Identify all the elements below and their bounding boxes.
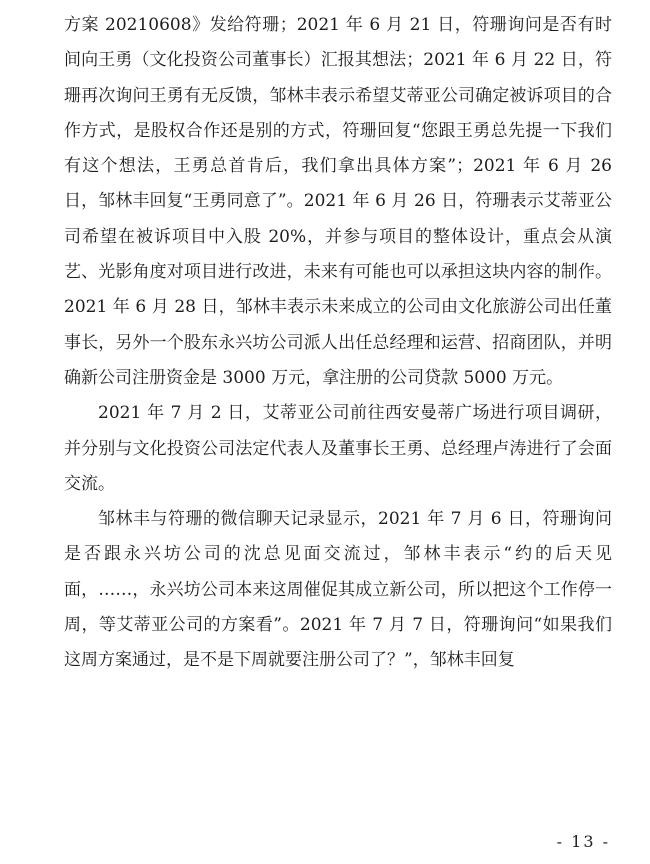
paragraph-1: 方案 20210608》发给符珊；2021 年 6 月 21 日，符珊询问是否有时间向王勇（文化投资公司董事长）汇报其想法；2021 年 6 月 22 日，符珊再次询问王勇有无反馈，邹林丰表示希望艾蒂亚公司确定被诉项目的合作方式，是股权合作还是别的方式，符珊回复“您跟王勇总先提一下我们有这个想法，王勇总首肯后，我们拿出具体方案”；2021 年 6 月 26 日，邹林丰回复“王勇同意了”。2021 年 6 月 26 日，符珊表示艾蒂亚公司希望在被诉项目中入股 20%，并参与项目的整体设计，重点会从演艺、光影角度对项目进行改进，未来有可能也可以承担这块内容的制作。2021 年 6 月 28 日，邹林丰表示未来成立的公司由文化旅游公司出任董事长，另外一个股东永兴坊公司派人出任总经理和运营、招商团队，并明确新公司注册资金是 3000 万元，拿注册的公司贷款 5000 万元。 — [64, 15, 612, 388]
page-number: - 13 - — [556, 832, 610, 851]
paragraph-2: 2021 年 7 月 2 日，艾蒂亚公司前往西安曼蒂广场进行项目调研，并分别与文化投资公司法定代表人及董事长王勇、总经理卢涛进行了会面交流。 — [64, 403, 612, 494]
paragraph-3: 邹林丰与符珊的微信聊天记录显示，2021 年 7 月 6 日，符珊询问是否跟永兴坊公司的沈总见面交流过，邹林丰表示“约的后天见面，……，永兴坊公司本来这周催促其成立新公司，所以把这个工作停一周，等艾蒂亚公司的方案看”。2021 年 7 月 7 日，符珊询问“如果我们这周方案通过，是不是下周就要注册公司了？”，邹林丰回复 — [64, 509, 612, 671]
